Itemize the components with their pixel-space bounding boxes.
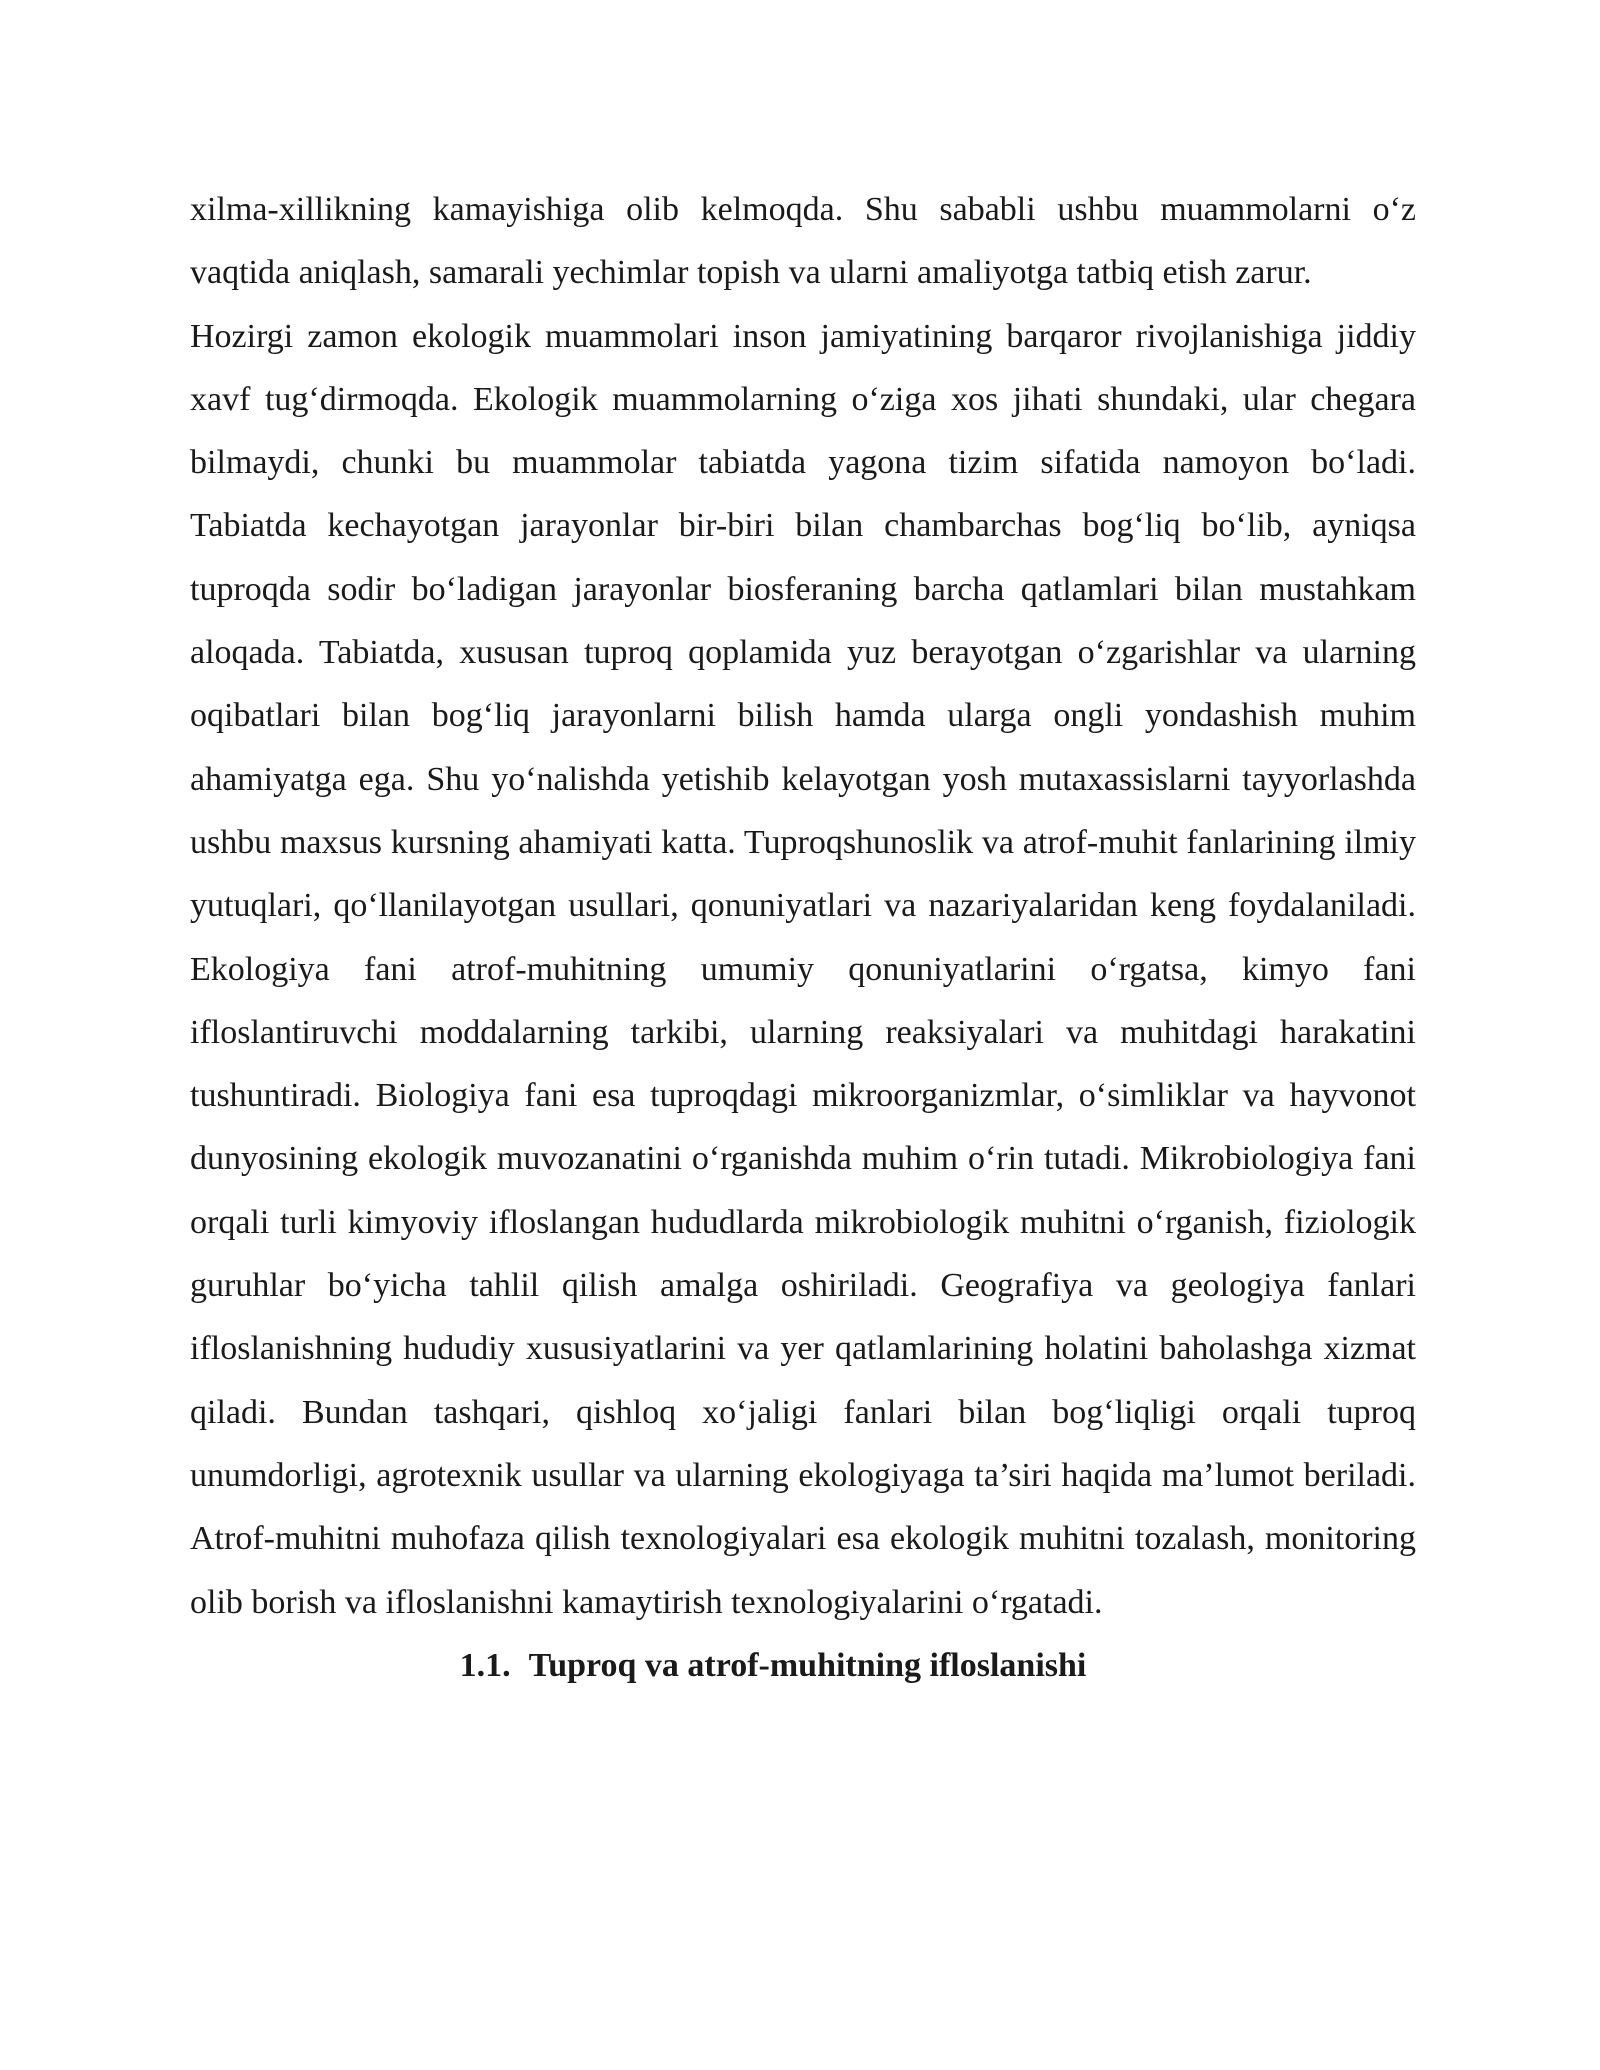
paragraph-1: xilma-xillikning kamayishiga olib kelmoqda. Shu sababli ushbu muammolarni o‘z vaqtida aniqlash, samarali yechimlar topish va ularni amaliyotga tatbiq etish zarur.	[190, 191, 1416, 292]
section-heading	[190, 1634, 1416, 1697]
section-number: 1.1.	[459, 1646, 511, 1684]
document-body	[190, 178, 1416, 1697]
paragraph-2: Hozirgi zamon ekologik muammolari inson jamiyatining barqaror rivojlanishiga jiddiy xavf tug‘dirmoqda. Ekologik muammolarning o‘ziga xos jihati shundaki, ular chegara bilmaydi, chunki bu muammolar tabiatda yagona tizim sifatida namoyon bo‘ladi. Tabiatda kechayotgan jarayonlar bir-biri bilan chambarchas bog‘liq bo‘lib, ayniqsa tuproqda sodir bo‘ladigan jarayonlar biosferaning barcha qatlamlari bilan mustahkam aloqada. Tabiatda, xususan tuproq qoplamida yuz berayotgan o‘zgarishlar va ularning oqibatlari bilan bog‘liq jarayonlarni bilish hamda ularga ongli yondashish muhim ahamiyatga ega. Shu yo‘nalishda yetishib kelayotgan yosh mutaxassislarni tayyorlashda ushbu maxsus kursning ahamiyati katta. Tuproqshunoslik va atrof-muhit fanlarining ilmiy yutuqlari, qo‘llanilayotgan usullari, qonuniyatlari va nazariyalaridan keng foydalaniladi. Ekologiya fani atrof-muhitning umumiy qonuniyatlarini o‘rgatsa, kimyo fani ifloslantiruvchi moddalarning tarkibi, ularning reaksiyalari va muhitdagi harakatini tushuntiradi. Biologiya fani esa tuproqdagi mikroorganizmlar, o‘simliklar va hayvonot dunyosining ekologik muvozanatini o‘rganishda muhim o‘rin tutadi. Mikrobiologiya fani orqali turli kimyoviy ifloslangan hududlarda mikrobiologik muhitni o‘rganish, fiziologik guruhlar bo‘yicha tahlil qilish amalga oshiriladi. Geografiya va geologiya fanlari ifloslanishning hududiy xususiyatlarini va yer qatlamlarining holatini baholashga xizmat qiladi. Bundan tashqari, qishloq xo‘jaligi fanlari bilan bog‘liqligi orqali tuproq unumdorligi, agrotexnik usullar va ularning ekologiyaga ta’siri haqida ma’lumot beriladi. Atrof-muhitni muhofaza qilish texnologiyalari esa ekologik muhitni tozalash, monitoring olib borish va ifloslanishni kamaytirish texnologiyalarini o‘rgatadi.	[190, 317, 1416, 1621]
section-title: Tuproq va atrof-muhitning ifloslanishi	[528, 1646, 1087, 1684]
